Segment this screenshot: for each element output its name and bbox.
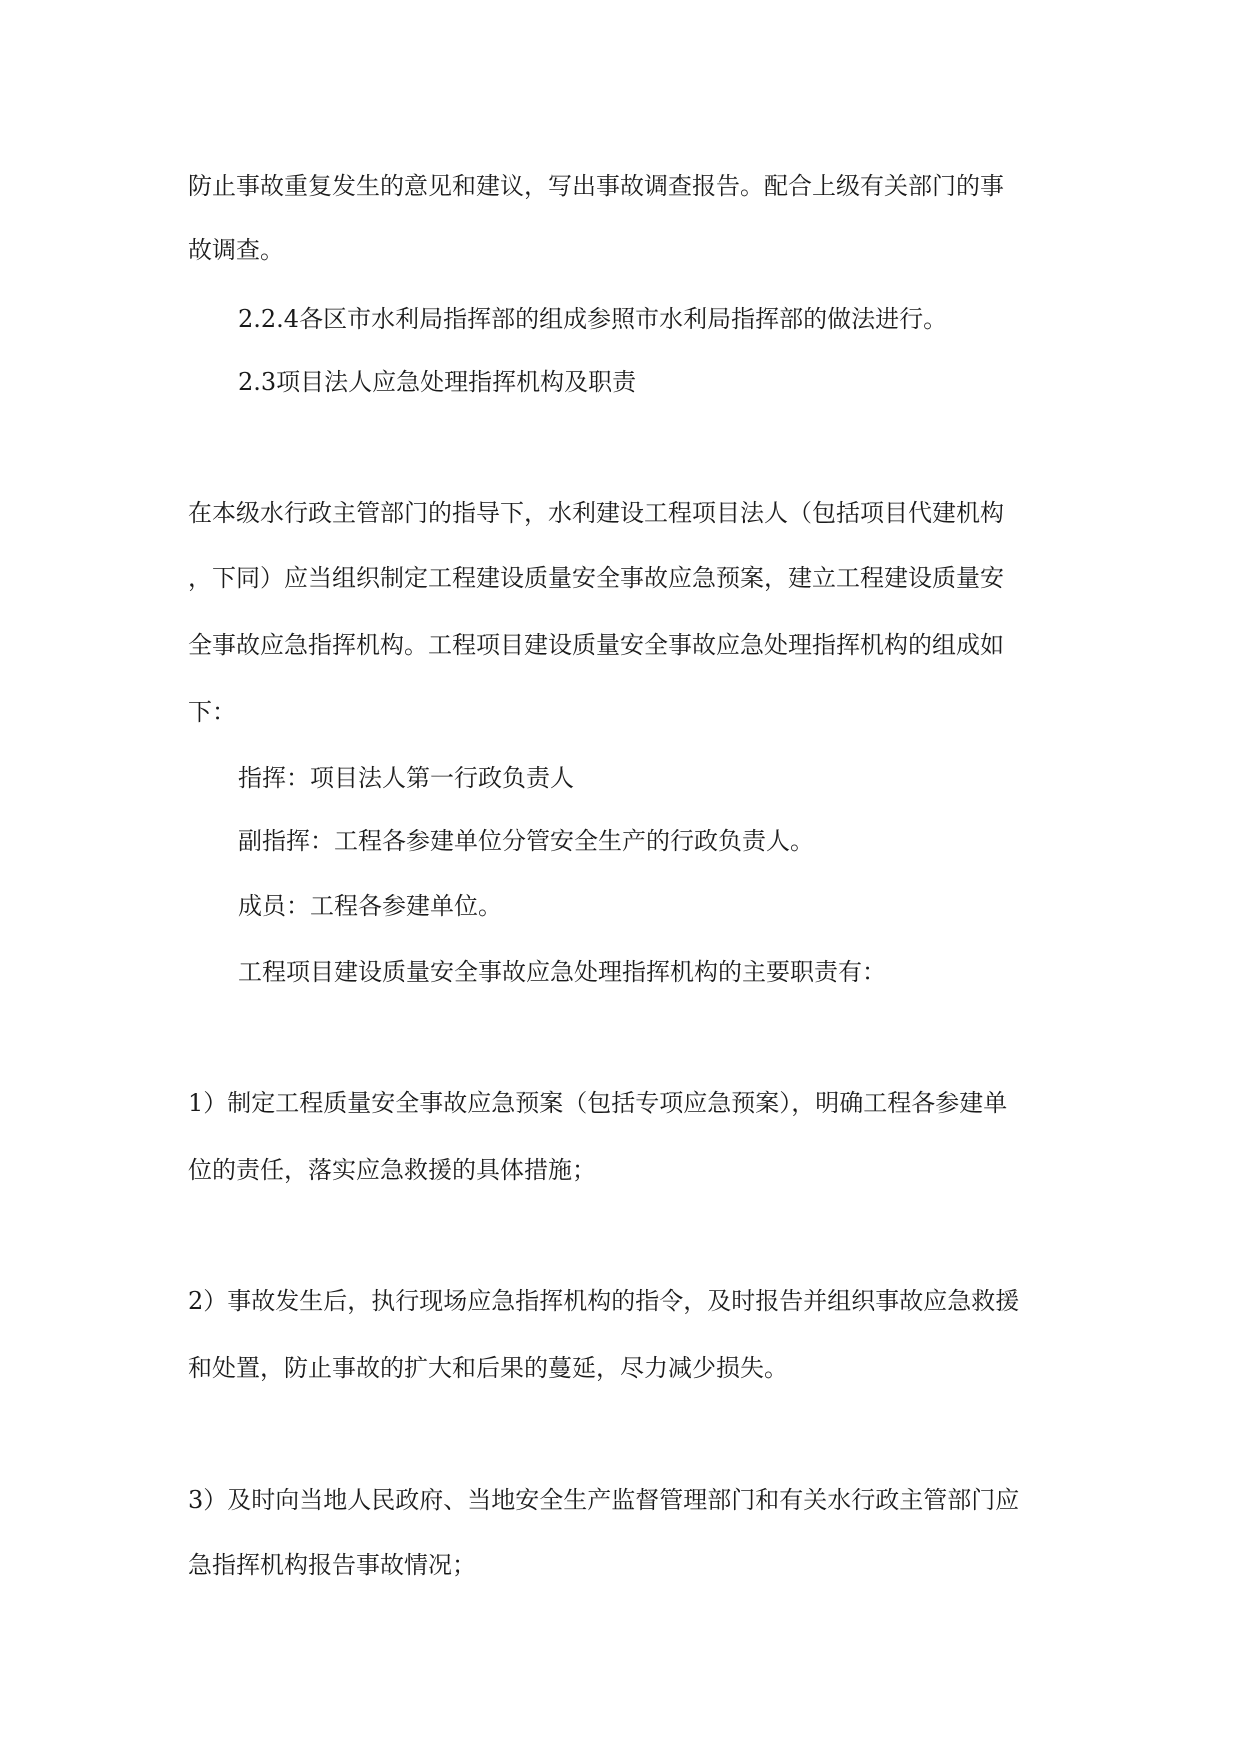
list-item: 副指挥：工程各参建单位分管安全生产的行政负责人。	[238, 827, 814, 855]
paragraph-line: 在本级水行政主管部门的指导下，水利建设工程项目法人（包括项目代建机构	[188, 499, 1004, 527]
paragraph-line: 下：	[188, 698, 236, 726]
numbered-item: 3）及时向当地人民政府、当地安全生产监督管理部门和有关水行政主管部门应	[188, 1486, 1020, 1514]
paragraph-line: 全事故应急指挥机构。工程项目建设质量安全事故应急处理指挥机构的组成如	[188, 631, 1004, 659]
paragraph-line: 防止事故重复发生的意见和建议，写出事故调查报告。配合上级有关部门的事	[188, 172, 1004, 200]
numbered-item-continuation: 急指挥机构报告事故情况；	[188, 1551, 476, 1579]
numbered-item: 2）事故发生后，执行现场应急指挥机构的指令，及时报告并组织事故应急救援	[188, 1287, 1020, 1315]
paragraph-line: 工程项目建设质量安全事故应急处理指挥机构的主要职责有：	[238, 958, 886, 986]
numbered-item-continuation: 位的责任，落实应急救援的具体措施；	[188, 1156, 596, 1184]
list-item: 指挥：项目法人第一行政负责人	[238, 764, 574, 792]
section-heading: 2.3项目法人应急处理指挥机构及职责	[238, 368, 637, 396]
numbered-item: 1）制定工程质量安全事故应急预案（包括专项应急预案），明确工程各参建单	[188, 1089, 1008, 1117]
paragraph-line: ，下同）应当组织制定工程建设质量安全事故应急预案，建立工程建设质量安	[188, 564, 1004, 592]
list-item: 成员：工程各参建单位。	[238, 892, 502, 920]
numbered-item-continuation: 和处置，防止事故的扩大和后果的蔓延，尽力减少损失。	[188, 1354, 788, 1382]
section-heading: 2.2.4各区市水利局指挥部的组成参照市水利局指挥部的做法进行。	[238, 305, 948, 333]
paragraph-line: 故调查。	[188, 236, 284, 264]
